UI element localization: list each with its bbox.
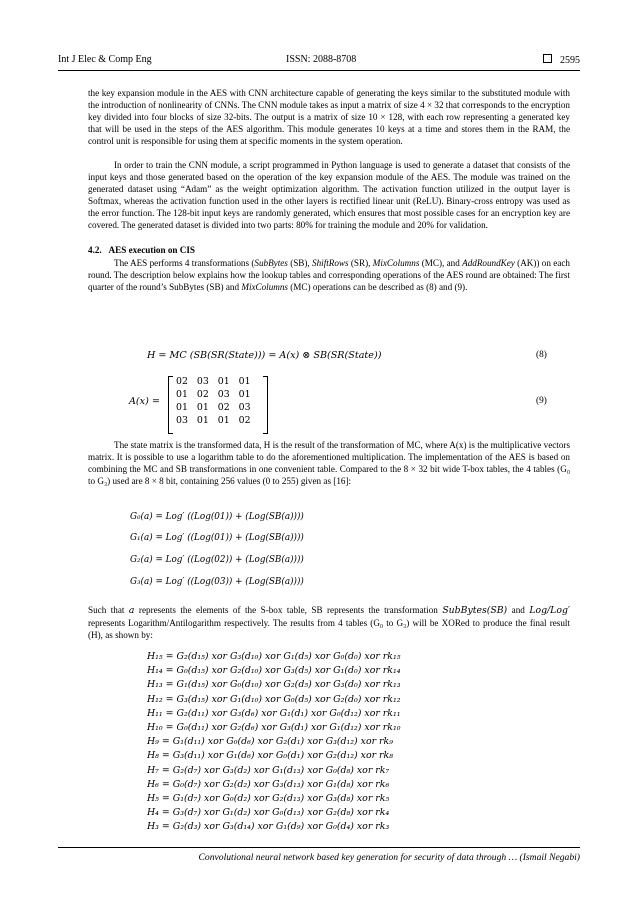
g3-definition: G₃(a) = Log′ ((Log(03)) + (Log(SB(a)))) (130, 577, 304, 587)
p3-subbytes: SubBytes (254, 258, 288, 268)
h-equation-line: H₈ = G₃(d₁₁) xor G₁(d₆) xor G₀(d₁) xor G₂(d₁₂) xor rk₈ (147, 750, 393, 762)
section-number: 4.2. (88, 245, 102, 255)
equation-8-expression: H = MC (SB(SR(State))) = A(x) ⊗ SB(SR(State)) (147, 350, 382, 361)
page-number (543, 54, 580, 66)
paragraph-2: In order to train the CNN module, a script programmed in Python language is used to generate a dataset that consists of the input keys and those generated based on the operation of the key expansion module of the AES. The module was trained on the generated dataset using “Adam” as the weight optimization algorithm. The activation function utilized in the output layer is Softmax, whereas the activation function used in the other layers is rectified linear unit (ReLU). Binary-cross entropy was used as the error function. The 128-bit input keys are randomly generated, which ensures that most possible cases for an encryption key are covered. The generated dataset is divided into two parts: 80% for training the module and 20% for validation. (88, 160, 570, 231)
running-footer: Convolutional neural network based key generation for security of data through … (Ismail Negabi) (198, 852, 580, 863)
equation-8-number: (8) (536, 350, 547, 360)
g1-definition: G₁(a) = Log′ ((Log(01)) + (Log(SB(a)))) (130, 533, 304, 543)
checkbox-icon (543, 54, 552, 63)
p3-text-d: (MC), and (419, 258, 463, 268)
h-equation-line: H₆ = G₀(d₇) xor G₂(d₂) xor G₃(d₁₃) xor G₁(d₈) xor rk₆ (147, 778, 390, 790)
footer-rule (58, 847, 580, 848)
h-equation-line: H₁₄ = G₀(d₁₅) xor G₂(d₁₀) xor G₃(d₅) xor G₁(d₀) xor rk₁₄ (147, 665, 401, 677)
matrix-row: 01 02 03 01 (176, 389, 251, 400)
h-equation-line: H₃ = G₂(d₃) xor G₃(d₁₄) xor G₁(d₉) xor G₀(d₄) xor rk₃ (147, 821, 390, 833)
issn: ISSN: 2088-8708 (286, 54, 357, 65)
p3-text-e: (AK)) on each round. The description below explains how the lookup tables and corresponding operations of the AES round are obtained: The first quarter of the round’s SubBytes (SB) and (88, 258, 570, 293)
section-title: AES execution on CIS (108, 245, 195, 255)
g0-definition: G₀(a) = Log′ ((Log(01)) + (Log(SB(a)))) (130, 512, 304, 522)
h-equation-line: H₅ = G₁(d₇) xor G₀(d₂) xor G₂(d₁₃) xor G₃(d₈) xor rk₅ (147, 793, 390, 804)
h-equation-line: H₁₃ = G₁(d₁₅) xor G₀(d₁₀) xor G₂(d₅) xor G₃(d₀) xor rk₁₃ (147, 679, 401, 691)
paragraph-5 (88, 604, 570, 641)
h-equation-line: H₁₅ = G₂(d₁₅) xor G₃(d₁₀) xor G₁(d₅) xor G₀(d₀) xor rk₁₅ (147, 651, 401, 662)
h-equation-line: H₁₂ = G₃(d₁₅) xor G₁(d₁₀) xor G₀(d₅) xor G₂(d₀) xor rk₁₂ (147, 693, 401, 705)
g2-definition: G₂(a) = Log′ ((Log(02)) + (Log(SB(a)))) (130, 555, 304, 565)
p5-symbol-a: a (128, 605, 135, 616)
p3-addroundkey: AddRoundKey (462, 258, 515, 268)
journal-name: Int J Elec & Comp Eng (58, 54, 152, 65)
section-heading (88, 245, 195, 255)
running-header (58, 54, 580, 70)
matrix-a (168, 376, 268, 432)
p3-text-a: The AES performs 4 transformations ( (114, 258, 255, 268)
page-number-text: 2595 (560, 55, 580, 66)
p3-text-f: (MC) operations can be described as (8) and (9). (287, 282, 468, 293)
paragraph-1: the key expansion module in the AES with CNN architecture capable of generating the keys similar to the substituted module with the introduction of nonlinearity of CNNs. The CNN module takes as input a matrix of size 4 × 32 that corresponds to the encryption key divided into four blocks of size 32-bits. The output is a matrix of size 10 × 128, with each row representing a generated key that will be used in the steps of the AES algorithm. This module generates 10 keys at a time and stores them in the RAM, the control unit is responsible for using them at specific moments in the system operation. (88, 88, 570, 147)
equation-9-number: (9) (536, 396, 547, 406)
p5-text-c: and (507, 605, 530, 615)
paragraph-4: The state matrix is the transformed data, H is the result of the transformation of MC, where A(x) is the multiplicative vectors matrix. It is possible to use a logarithm table to do the aforementioned multiplication. The implementation of the AES is based on combining the MC and SB transformations in one convenient table. Compared to the 8 × 32 bit wide T-box tables, the 4 tables (G₀ to G₃) used are 8 × 8 bit, containing 256 values (0 to 255) given as [16]: (88, 440, 570, 487)
paragraph-3 (88, 257, 570, 293)
p5-text-d: represents Logarithm/Antilogarithm respectively. The results from 4 tables (G₀ to G₃) will be XORed to produce the final result (H), as shown by: (88, 618, 570, 641)
p3-text-b: (SB), (287, 258, 313, 268)
matrix-row: 01 01 02 03 (176, 402, 251, 413)
h-equation-line: H₁₀ = G₀(d₁₁) xor G₂(d₆) xor G₃(d₁) xor G₁(d₁₂) xor rk₁₀ (147, 722, 401, 733)
equation-9-lhs: A(x) = (129, 396, 160, 407)
matrix-row: 03 01 01 02 (176, 415, 251, 426)
h-equation-line: H₉ = G₁(d₁₁) xor G₀(d₆) xor G₂(d₁) xor G₃(d₁₂) xor rk₉ (147, 736, 393, 748)
p3-shiftrows: ShiftRows (312, 258, 349, 268)
matrix-row: 02 03 01 01 (176, 376, 251, 387)
p5-subbytes-symbol: SubBytes(SB) (442, 605, 508, 616)
p5-text-b: represents the elements of the S-box table, SB represents the transformation (134, 605, 443, 615)
matrix-left-bracket (168, 376, 173, 434)
p3-text-c: (SR), (348, 258, 373, 268)
p5-log-symbol: Log/Log′ (529, 605, 570, 616)
h-equation-line: H₄ = G₃(d₇) xor G₁(d₂) xor G₀(d₁₃) xor G₂(d₈) xor rk₄ (147, 807, 390, 819)
p3-mixcolumns-2: MixColumns (241, 282, 288, 293)
p3-mixcolumns: MixColumns (372, 258, 420, 268)
h-equation-line: H₇ = G₂(d₇) xor G₃(d₂) xor G₁(d₁₃) xor G₀(d₈) xor rk₇ (147, 764, 390, 776)
p5-text-a: Such that (88, 605, 129, 615)
matrix-right-bracket (263, 376, 268, 434)
header-rule (58, 70, 580, 71)
h-equation-line: H₁₁ = G₂(d₁₁) xor G₃(d₆) xor G₁(d₁) xor G₀(d₁₂) xor rk₁₁ (147, 707, 401, 719)
